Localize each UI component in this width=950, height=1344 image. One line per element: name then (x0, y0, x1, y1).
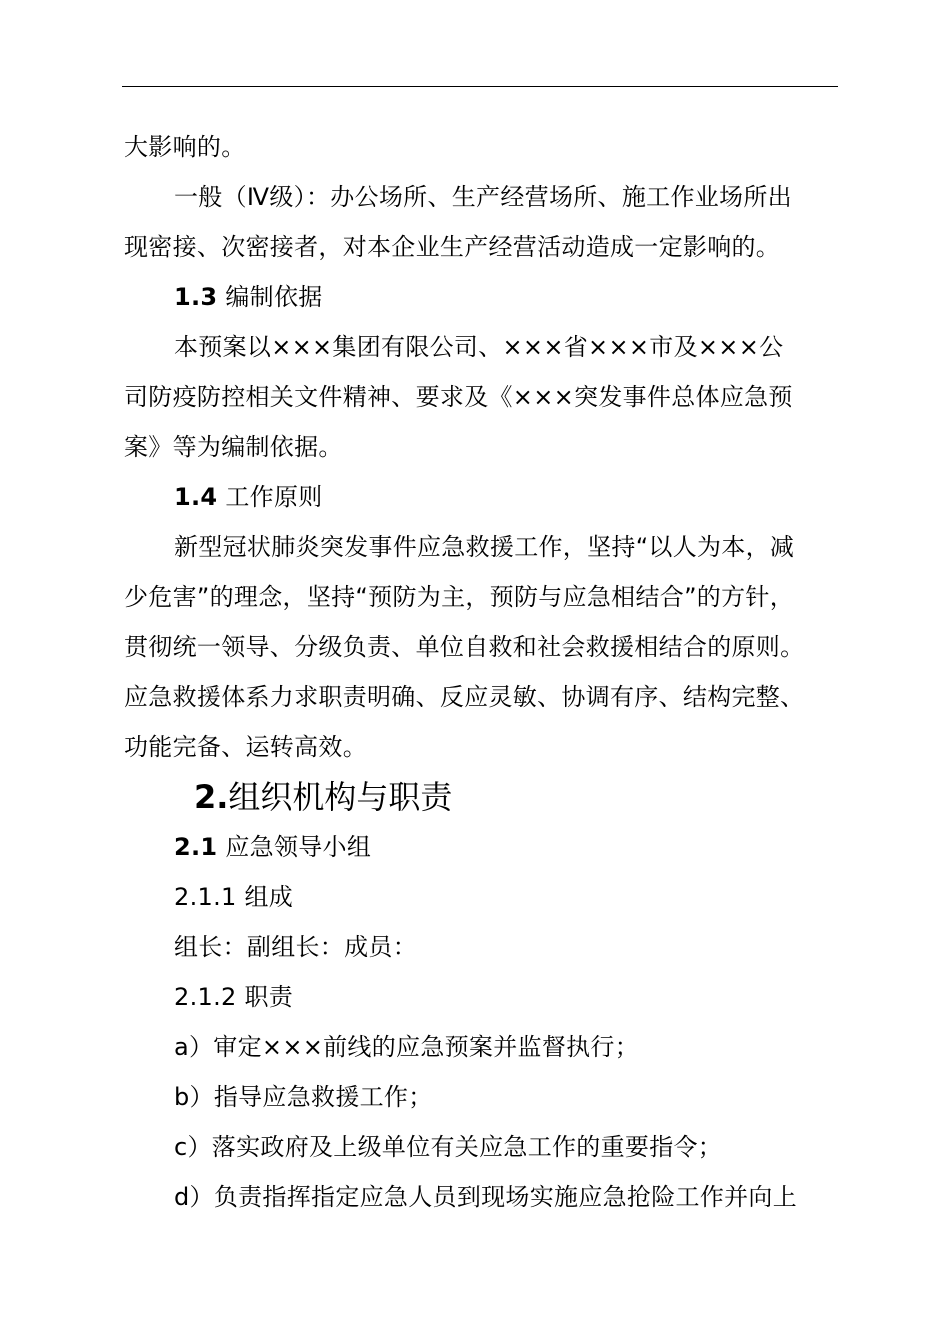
heading-number: 2. (194, 778, 229, 816)
heading-1-3 (124, 272, 854, 322)
heading-2-1-2: 2.1.2 职责 (174, 983, 294, 1011)
heading-title: 应急领导小组 (217, 833, 372, 861)
paragraph-line: 大影响的。 (124, 133, 246, 161)
heading-number: 2.1 (174, 833, 218, 861)
paragraph-line: 一般（Ⅳ级）：办公场所、生产经营场所、施工作业场所出 (174, 183, 792, 211)
heading-2 (124, 772, 854, 822)
heading-title: 组织机构与职责 (228, 778, 453, 816)
paragraph-line: 贯彻统一领导、分级负责、单位自救和社会救援相结合的原则。 (124, 633, 805, 661)
list-item: c）落实政府及上级单位有关应急工作的重要指令； (174, 1133, 723, 1161)
list-item: a）审定×××前线的应急预案并监督执行； (174, 1033, 640, 1061)
paragraph-line: 少危害”的理念，坚持“预防为主，预防与应急相结合”的方针， (124, 583, 794, 611)
paragraph-line: 功能完备、运转高效。 (124, 733, 367, 761)
heading-number: 1.3 (174, 283, 218, 311)
heading-number: 1.4 (174, 483, 218, 511)
document-body (124, 122, 854, 1222)
heading-2-1 (124, 822, 854, 872)
paragraph-line: 应急救援体系力求职责明确、反应灵敏、协调有序、结构完整、 (124, 683, 805, 711)
paragraph-line: 新型冠状肺炎突发事件应急救援工作，坚持“以人为本，减 (174, 533, 795, 561)
heading-title: 编制依据 (217, 283, 323, 311)
paragraph-line: 现密接、次密接者，对本企业生产经营活动造成一定影响的。 (124, 233, 781, 261)
paragraph-line: 案》等为编制依据。 (124, 433, 343, 461)
list-item: d）负责指挥指定应急人员到现场实施应急抢险工作并向上 (174, 1183, 798, 1211)
list-item: b）指导应急救援工作； (174, 1083, 433, 1111)
paragraph-line: 本预案以×××集团有限公司、×××省×××市及×××公 (174, 333, 784, 361)
members-line: 组长：副组长：成员： (174, 933, 417, 961)
heading-1-4 (124, 472, 854, 522)
heading-2-1-1: 2.1.1 组成 (174, 883, 294, 911)
paragraph-line: 司防疫防控相关文件精神、要求及《×××突发事件总体应急预 (124, 383, 793, 411)
heading-title: 工作原则 (217, 483, 323, 511)
header-rule (122, 86, 838, 87)
